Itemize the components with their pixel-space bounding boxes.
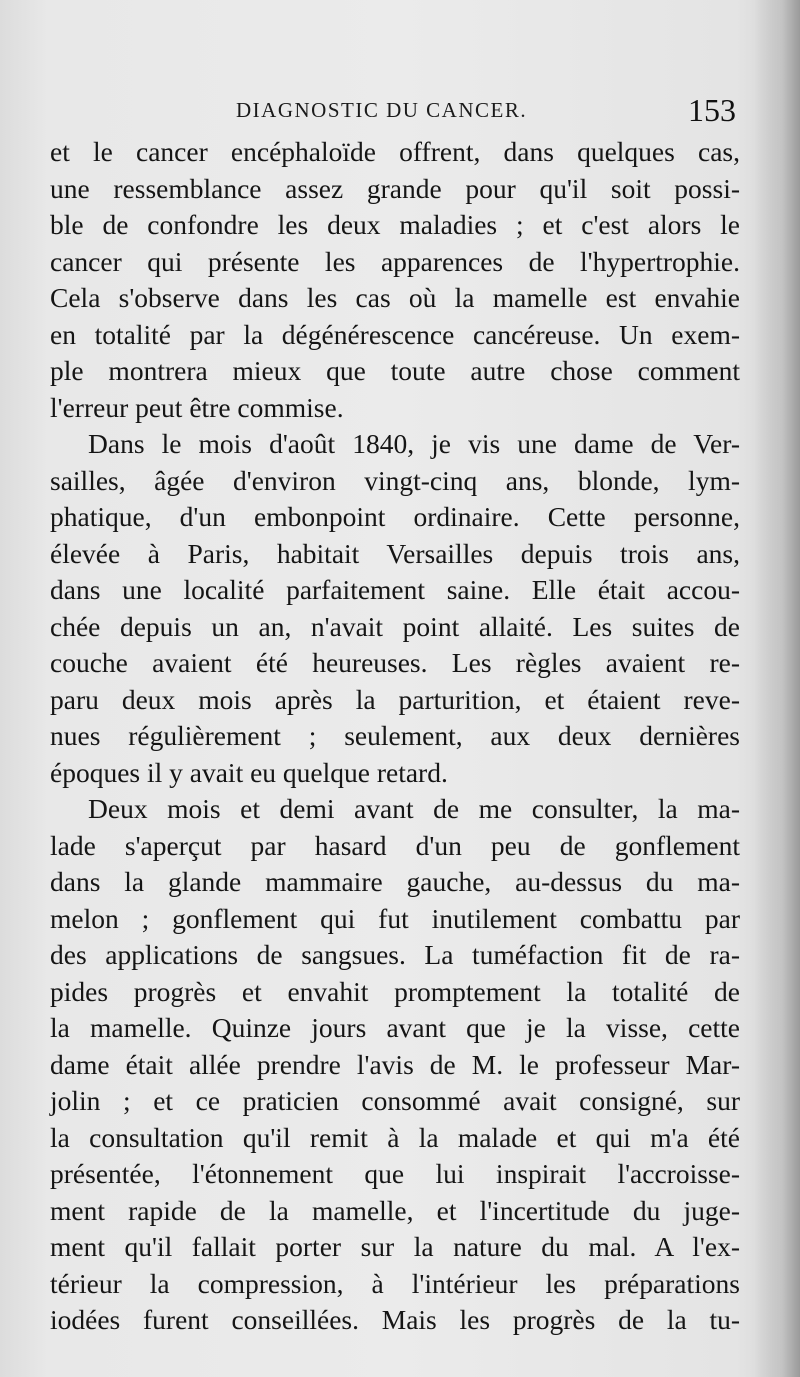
text-line: paru deux mois après la parturition, et étaient reve- (50, 683, 740, 715)
text-line: une ressemblance assez grande pour qu'il soit possi- (50, 172, 740, 204)
text-line: présentée, l'étonnement que lui inspirait l'accroisse- (50, 1158, 740, 1189)
text-line: phatique, d'un embonpoint ordinaire. Cette personne, (50, 501, 740, 532)
text-line: élevée à Paris, habitait Versailles depuis trois ans, (50, 537, 740, 569)
text-line: sailles, âgée d'environ vingt-cinq ans, blonde, lym- (50, 464, 740, 496)
text-line: dans la glande mammaire gauche, au-dessus du ma- (50, 866, 740, 897)
paragraph-start-line: Deux mois et demi avant de me consulter, la ma- (88, 793, 740, 824)
text-line: ment rapide de la mamelle, et l'incertitude du juge- (50, 1194, 740, 1226)
page-number: 153 (688, 92, 736, 128)
body-text (50, 134, 740, 1339)
text-line: lade s'aperçut par hasard d'un peu de gonflement (50, 829, 740, 861)
text-line: l'erreur peut être commise. (50, 391, 344, 423)
text-line: la consultation qu'il remit à la malade et qui m'a été (50, 1121, 740, 1153)
text-line: nues régulièrement ; seulement, aux deux dernières (50, 720, 740, 751)
text-line: couche avaient été heureuses. Les règles avaient re- (50, 647, 740, 678)
text-line: époques il y avait eu quelque retard. (50, 756, 448, 788)
text-line: pides progrès et envahit promptement la totalité de (50, 975, 740, 1007)
text-line: cancer qui présente les apparences de l'hypertrophie. (50, 245, 740, 277)
text-line: dans une localité parfaitement saine. Elle était accou- (50, 574, 740, 605)
running-head: DIAGNOSTIC DU CANCER. (236, 98, 528, 122)
text-line: des applications de sangsues. La tuméfaction fit de ra- (50, 939, 740, 970)
text-line: chée depuis un an, n'avait point allaité. Les suites de (50, 610, 740, 642)
text-line: en totalité par la dégénérescence cancéreuse. Un exem- (50, 318, 740, 350)
text-line: jolin ; et ce praticien consommé avait consigné, sur (50, 1085, 740, 1116)
text-line: ple montrera mieux que toute autre chose comment (50, 355, 740, 386)
text-line: et le cancer encéphaloïde offrent, dans quelques cas, (50, 136, 740, 167)
text-line: ble de confondre les deux maladies ; et c'est alors le (50, 209, 740, 240)
text-line: Cela s'observe dans les cas où la mamelle est envahie (50, 282, 740, 313)
text-line: dame était allée prendre l'avis de M. le professeur Mar- (50, 1048, 740, 1080)
text-line: térieur la compression, à l'intérieur les préparations (50, 1267, 740, 1299)
paragraph-start-line: Dans le mois d'août 1840, je vis une dame de Ver- (88, 428, 740, 459)
text-line: iodées furent conseillées. Mais les progrès de la tu- (50, 1304, 740, 1335)
page-edge-shadow (754, 0, 800, 1377)
text-line: la mamelle. Quinze jours avant que je la visse, cette (50, 1012, 740, 1043)
text-line: melon ; gonflement qui fut inutilement combattu par (50, 902, 740, 934)
text-line: ment qu'il fallait porter sur la nature du mal. A l'ex- (50, 1231, 740, 1262)
page-header (60, 92, 740, 132)
